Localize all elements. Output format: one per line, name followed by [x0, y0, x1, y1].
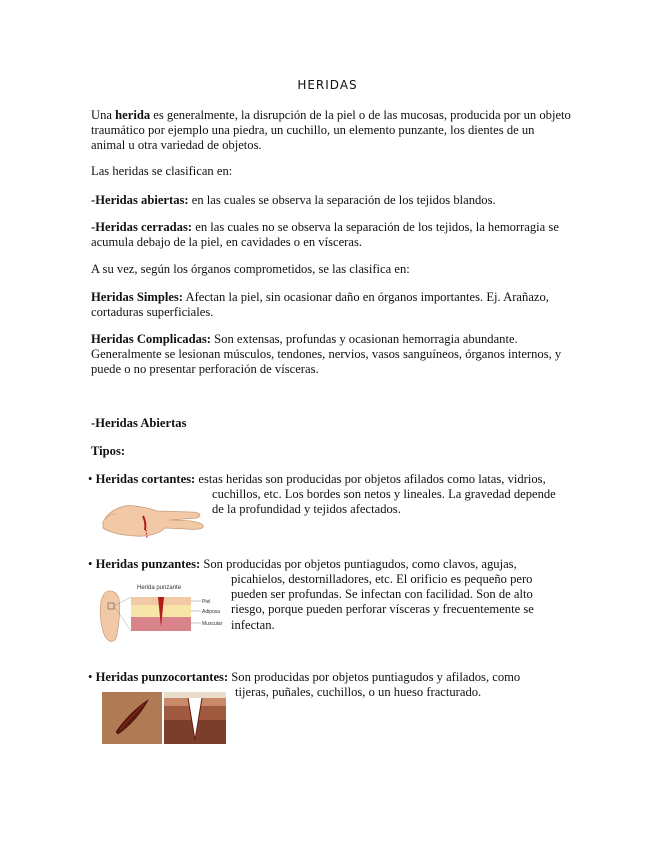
simples-text: Afectan la piel, sin ocasionar daño en órganos importantes. Ej. Arañazo, cortaduras superficiales. — [91, 290, 549, 320]
intro-paragraph — [91, 108, 571, 154]
punzantes-first-line — [88, 557, 517, 572]
cerradas-term: -Heridas cerradas: — [91, 220, 193, 234]
simples-paragraph — [91, 290, 571, 320]
label-adiposa: Adiposa — [202, 609, 221, 615]
bullet-icon: • — [88, 472, 93, 486]
complicadas-term: Heridas Complicadas: — [91, 332, 211, 346]
foot-shape — [100, 591, 120, 641]
intro-bold-term: herida — [115, 108, 151, 122]
puncture-wound-figure — [97, 579, 231, 649]
stab-wound-photo — [102, 692, 162, 744]
figure-title: Herida punzante — [137, 585, 182, 591]
stab-wound-crosssection — [164, 692, 226, 744]
abiertas-term: -Heridas abiertas: — [91, 193, 189, 207]
label-muscular: Muscular — [202, 621, 223, 627]
hand-cut-image — [99, 494, 209, 542]
cortantes-line1: estas heridas son producidas por objetos afilados como latas, vidrios, — [195, 472, 546, 486]
section-title — [91, 416, 187, 431]
bullet-icon: • — [88, 670, 93, 684]
punzocortantes-first-line — [88, 670, 520, 685]
tipos-heading — [91, 444, 125, 459]
organs-intro: A su vez, según los órganos comprometidos, se las clasifica en: — [91, 262, 410, 276]
punzantes-term: Heridas punzantes: — [95, 557, 201, 571]
complicadas-text: Son extensas, profundas y ocasionan hemorragia abundante. Generalmente se lesionan músculos, tendones, nervios, vasos sanguíneos, órganos internos, y puede o no presentar perforación de vísceras. — [91, 332, 562, 377]
complicadas-paragraph — [91, 332, 571, 378]
punzantes-line1: Son producidas por objetos puntiagudos, como clavos, agujas, — [200, 557, 517, 571]
bullet-icon: • — [88, 557, 93, 571]
cerradas-paragraph — [91, 220, 571, 250]
cortantes-first-line — [88, 472, 546, 487]
abiertas-paragraph — [91, 193, 571, 208]
punzocortantes-description: tijeras, puñales, cuchillos, o un hueso fracturado. — [235, 685, 482, 699]
cerradas-text: en las cuales no se observa la separación de los tejidos, la hemorragia se acumula debajo de la piel, en cavidades o en vísceras. — [91, 220, 559, 250]
classify-intro: Las heridas se clasifican en: — [91, 164, 233, 178]
cortantes-description: cuchillos, etc. Los bordes son netos y lineales. La gravedad depende de la profundidad y tejidos afectados. — [212, 487, 556, 517]
intro-text-rest: es generalmente, la disrupción de la piel o de las mucosas, producida por un objeto traumático por ejemplo una piedra, un cuchillo, un elemento punzante, los dientes de un animal u otra variedad de objetos. — [91, 108, 571, 153]
intro-text-start: Una — [91, 108, 116, 122]
page-title: HERIDAS — [297, 78, 358, 92]
simples-term: Heridas Simples: — [91, 290, 184, 304]
cortantes-term: Heridas cortantes: — [95, 472, 196, 486]
punzocortantes-term: Heridas punzocortantes: — [95, 670, 229, 684]
punzocortantes-line1: Son producidas por objetos puntiagudos y afilados, como — [228, 670, 521, 684]
label-piel: Piel — [202, 599, 211, 605]
section-title-text: -Heridas Abiertas — [91, 416, 187, 430]
tipos-text: Tipos: — [91, 444, 126, 458]
hand-shape — [103, 506, 203, 537]
punzantes-description: picahielos, destornilladores, etc. El orificio es pequeño pero pueden ser profundas. Se infectan con facilidad. Son de alto riesgo, porque pueden perforar vísceras y frecuentemente se infectan. — [231, 572, 534, 632]
abiertas-text: en las cuales se observa la separación de los tejidos blandos. — [188, 193, 496, 207]
